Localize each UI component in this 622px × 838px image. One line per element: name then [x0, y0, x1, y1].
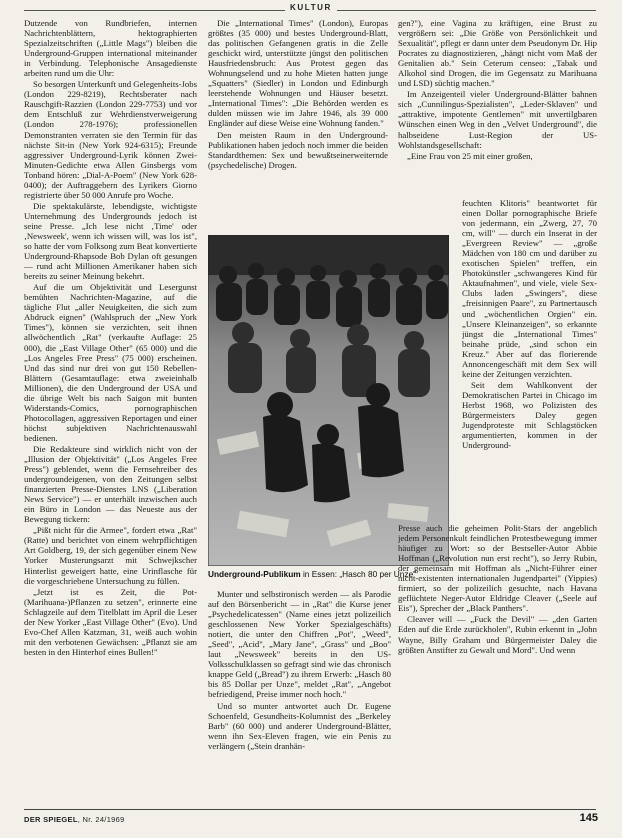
column-3-top — [398, 18, 597, 198]
section-label-text: KULTUR — [285, 3, 337, 12]
footer-rule — [24, 809, 596, 810]
paragraph: gen?"), eine Vagina zu kräftigen, eine Brust zu vergrößern sei: „Die Größe von Persönlichkeit und Sexualität", pflegt er dann unter dem Pseudonym Dr. Hip Pocrates zu diagnostizieren, „hängt nicht vom Maß der Genitalien ab." Sein Ceterum censeo: „Tabak und Alkohol sind Drogen, die im Gegensatz zu Marihuana und LSD) süchtig machen." — [398, 18, 597, 89]
magazine-name: DER SPIEGEL — [24, 815, 78, 824]
paragraph: feuchten Klitoris" beantwortet für einen Dollar pornographische Briefe von jedermann, ein „Zwerg, 27, 70 cm, will" — durch ein Inserat in der „Evergreen Review" — „große Mädchen von 180 cm und darüber zu exotischen Spielen" treffen, ein Photokünstler „schwangeres Kind für Aktaufnahmen", und viele, viele Sex-Clubs laden „Swingers", diese „freisinnigen Paare", zu Partnertausch und „wöchentlichen Orgien" ein. „Unsere Kleinanzeigen", so erkannte jüngst die „International Times" beinahe prüde, „sind schon ein Kreuz." Aber auf das florierende Annoncengeschäft mit dem Sex will keine der Zeitungen verzichten. — [462, 198, 597, 379]
paragraph: Auf die um Objektivität und Lesergunst bemühten Nachrichten-Magazine, auf die tägliche Flut „aller Neuigkeiten, die sich zum Abdruck eignen" (Wahlspruch der „New York Times"), können sie verzichten, seit ihnen allwöchentlich „Rat" (verkaufte Auflage: 25 000), die „East Village Other" (65 000) und die „Los Angeles Free Press" (75 000) erscheinen. Und das sind nur drei von gut 150 Rebellen-Blättern (Gesamtauflage: etwa zweieinhalb Millionen), die den Underground der USA und die übrige Welt bis nach Saigon mit bunten Widerstands-Comics, pornographischen Photocollagen, aggressiven Reportagen und einer höchst subjektiven Nachrichtenauswahl bedienen. — [24, 282, 197, 443]
paragraph: Presse auch die geheimen Polit-Stars der angeblich jedem Personenkult feindlichen Protestbewegung immer häufiger zu Wort: so der Bestseller-Autor Abbie Hoffman („Revolution nun erst recht"), so Jerry Rubin, der gemeinsam mit Hoffman als „Nicht-Führer einer nicht-existenten internationalen Jugendpartei" (Yippies) firmiert, so der polizeilich gesuchte, nach Havana geflüchtete Neger-Autor Eldridge Cleaver („Seele auf Eis"), Sprecher der „Black Panthers". — [398, 523, 597, 614]
paragraph: Die Redakteure sind wirklich nicht von der „Illusion der Objektivität" („Los Angeles Free Press") geblendet, wenn die Fernsehreiber des undergroundeigenen, von den Zeitungen selbst finanzierten Presse-Dienstes LNS („Liberation News Service") — er unterhält inzwischen auch ein Büro in London — das Neueste aus der Bewegung tickern: — [24, 443, 197, 525]
section-label — [0, 3, 622, 12]
paragraph: „Pißt nicht für die Armee", fordert etwa „Rat" (Ratte) und berichtet von einem wehrpflichtigen Art Goldberg, 19, der sich gegenüber einem New Yorker Musterungsarzt mit Schwejkscher Hinterlist geweigert hatte, eine Urinflasche für die vorgeschriebene Untersuchung zu füllen. — [24, 525, 197, 586]
paragraph: „Eine Frau von 25 mit einer großen, — [407, 150, 533, 161]
paragraph: Die „International Times" (London), Europas größtes (35 000) und bestes Underground-Blatt, das politischen Gefangenen gratis in die Zelle geschickt wird, unterstützte jüngst den politischen Hausfriedensbruch: Aus Protest gegen das Wohnungselend und zu hohe Mieten hatten junge „Squatters" (Siedler) in London und Edinburgh leerstehende Wohnungen und Häuser besetzt. „International Times": „Die Behörden werden es dulden müssen wie im Jahre 1946, als 39 000 Engländer auf diese Weise eine Wohnung fanden." — [208, 18, 388, 129]
paragraph: Munter und selbstironisch werden — als Parodie auf den Börsenbericht — in „Rat" die Kurse jener „Psychedelicatessen" (Name eines jetzt polizeilich geschlossenen New Yorker Spezialgeschäfts) notiert, die unter den Chiffren „Pot", „Weed", „Seed", „Acid", „Mary Jane", „Grass" und „Boo" laut „Newsweek" bereits in den US-Volksschulklassen so gefragt sind wie das chronisch knappe Geld („Bread") zu ihrem Erwerb: „Hasch 80 bis 85 Dollar per Unze", meldet „Rat", „Angebot befriedigend, Preise immer noch hoch." — [208, 589, 391, 700]
crowd-photo — [208, 235, 449, 566]
paragraph: Cleaver will — „Fuck the Devil" — „den Garten Eden auf die Erde zurückholen", Rubin erkennt in „John Wayne, Billy Graham und Bürgermeister Daley die größten Anstifter zu Gewalt und Mord". Und wenn — [398, 614, 597, 655]
paragraph: „Jetzt ist es Zeit, die Pot-(Marihuana-)Pflanzen zu setzen", erinnerte eine Schlagzeile auf dem Titelblatt im April die Leser der New Yorker „East Village Other" (Evo). Und Evo-Chef Allen Katzman, 31, weiß auch wohin mit den verbotenen Gewächsen: „Pflanzt sie am besten in den Hinterhof eines Bullen!" — [24, 586, 197, 657]
paragraph: Die spektakulärste, lebendigste, wichtigste Unternehmung des Undergrounds jedoch ist seine Presse. „Ich lese nicht ‚Time' oder ‚Newsweek', wenn ich wissen will, was los ist", so hatte der vom Folksong zum Beat konvertierte Underground-Rhapsode Bob Dylan oft gesungen — rund acht Millionen Amerikaner haben sich bereits zu seiner Meinung bekehrt. — [24, 200, 197, 282]
caption-bold: Underground-Publikum — [208, 569, 301, 579]
column-3-middle — [462, 198, 597, 523]
paragraph: Im Anzeigenteil vieler Underground-Blätter bahnen sich „Cunnilingus-Spezialisten", „Leder-Sklaven" und „attraktive, impotente Gentlemen" mit unvertilgbaren Wünschen einen Weg in den „Velvet Underground", die halbseidene Lust-Region der US-Wohlstandsgesellschaft: — [398, 89, 597, 150]
page-number: 145 — [579, 812, 598, 824]
crowd-photo-image — [208, 235, 449, 566]
column-2-top — [208, 18, 388, 223]
paragraph: Den meisten Raum in den Underground-Publikationen haben jedoch noch immer die beiden Standardthemen: Sex und bewußtseinerweiternde (psychedelische) Drogen. — [208, 129, 388, 170]
issue-number: , Nr. 24/1969 — [77, 815, 125, 824]
paragraph: Seit dem Wahlkonvent der Demokratischen Partei in Chicago im Herbst 1968, wo Polizisten des Bürgermeisters Daley gegen Jugendproteste mit Schlagstöcken argumentierten, kommen in der Underground- — [462, 379, 597, 451]
column-3-bottom — [398, 523, 597, 805]
paragraph: Dutzende von Rundbriefen, internen Nachrichtenblättern, hektographierten Spezialzeitschriften („Little Mags") bleiben die Underground-Gruppen international miteinander in Verbindung. Telephonische Ansagedienste arbeiten rund um die Uhr: — [24, 18, 197, 79]
column-2-bottom — [208, 589, 391, 805]
paragraph: Und so munter antwortet auch Dr. Eugene Schoenfeld, Gesundheits-Kolumnist des „Berkeley Barb" (60 000) und anderer Underground-Blätter, wenn ihn Sex-Eleven fragen, wie ein Penis zu verlängern („Stein dranhän- — [208, 700, 391, 751]
paragraph: So besorgen Unterkunft und Gelegenheits-Jobs (London 229-8219), Rechtsberater nach Rauschgift-Razzien (London 229-7753) und vor dem Entschluß zur Wehrdienstverweigerung (London 278-1976); professionellen Demonstranten verraten sie den Termin für das nächste Sit-in (New York 924-6315); Freunde aggressiver Underground-Lyrik können Zwei-Minuten-Gedichte etwa Allen Ginsbergs vom Tonband hören: „Dial-A-Poem" (New York 628-0400); der Auftraggebern des Lyrikers Giorno registrierte über 50 000 Anrufe pro Woche. — [24, 79, 197, 200]
caption-text: in Essen: „Hasch 80 per Unze" — [300, 569, 417, 579]
footer-issue — [24, 815, 125, 824]
column-1 — [24, 18, 197, 804]
